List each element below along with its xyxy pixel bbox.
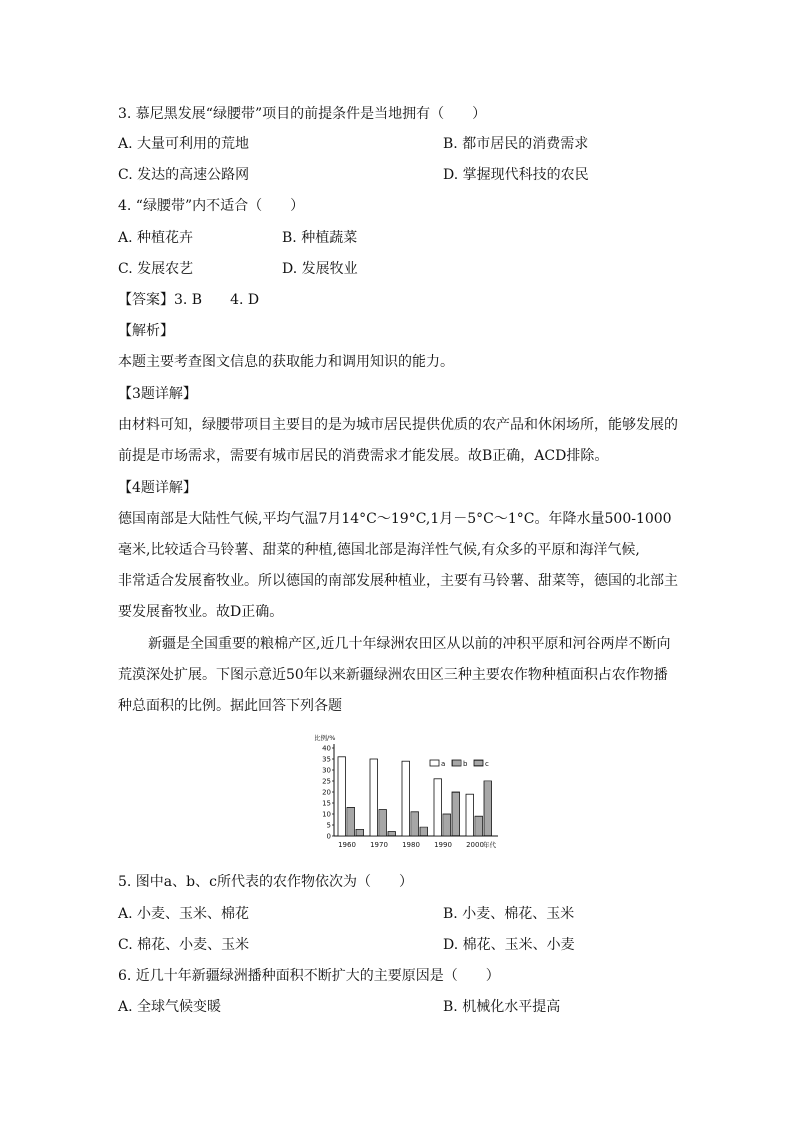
q5-option-d: D. 棉花、玉米、小麦 <box>443 937 575 953</box>
q4-option-b: B. 种植蔬菜 <box>282 230 358 246</box>
bar-a-1980 <box>402 761 410 836</box>
y-tick-label: 25 <box>322 777 331 786</box>
x-tick-label: 1990 <box>434 841 452 849</box>
intro-line2: 荒漠深处扩展。下图示意近50年以来新疆绿洲农田区三种主要农作物种植面积占农作物播 <box>118 667 668 683</box>
y-tick-label: 5 <box>326 821 331 830</box>
q6-stem: 6. 近几十年新疆绿洲播种面积不断扩大的主要原因是（ ） <box>118 968 500 984</box>
detail-4-line2: 毫米,比较适合马铃薯、甜菜的种植,德国北部是海洋性气候,有众多的平原和海洋气候, <box>118 542 640 558</box>
bar-c-1970 <box>388 832 396 836</box>
q3-option-a: A. 大量可利用的荒地 <box>118 136 250 152</box>
q4-option-d: D. 发展牧业 <box>282 261 358 277</box>
bar-a-1990 <box>434 779 442 836</box>
detail-3-line2: 前提是市场需求，需要有城市居民的消费需求才能发展。故B正确，ACD排除。 <box>118 448 609 464</box>
x-axis-label: 年代 <box>483 841 496 849</box>
q6-option-b: B. 机械化水平提高 <box>443 999 561 1015</box>
q3-option-d: D. 掌握现代科技的农民 <box>443 167 589 183</box>
bar-b-1970 <box>379 810 387 836</box>
bar-c-1960 <box>356 829 364 836</box>
y-tick-label: 30 <box>322 766 331 775</box>
analysis-title: 【解析】 <box>118 323 174 339</box>
detail-4-line3: 非常适合发展畜牧业。所以德国的南部发展种植业，主要有马铃薯、甜菜等，德国的北部主 <box>118 573 678 589</box>
analysis-intro: 本题主要考查图文信息的获取能力和调用知识的能力。 <box>118 354 454 370</box>
bar-a-1960 <box>338 757 346 836</box>
detail-4-title: 【4题详解】 <box>118 480 197 496</box>
y-tick-label: 40 <box>322 744 331 753</box>
intro-line3: 种总面积的比例。据此回答下列各题 <box>118 698 342 714</box>
x-tick-label: 1980 <box>402 841 420 849</box>
legend-swatch-c <box>474 760 483 766</box>
q3-option-b: B. 都市居民的消费需求 <box>443 136 589 152</box>
crop-ratio-chart <box>312 730 502 855</box>
x-tick-label: 2000 <box>466 841 484 849</box>
bar-c-1980 <box>420 827 428 836</box>
legend-label-b: b <box>463 760 468 768</box>
detail-3-line1: 由材料可知，绿腰带项目主要目的是为城市居民提供优质的农产品和休闲场所，能够发展的 <box>118 417 678 433</box>
bar-a-1970 <box>370 759 378 836</box>
legend-label-c: c <box>485 760 489 768</box>
q5-stem: 5. 图中a、b、c所代表的农作物依次为（ ） <box>118 874 413 890</box>
y-tick-label: 10 <box>322 810 331 819</box>
q3-option-c: C. 发达的高速公路网 <box>118 167 250 183</box>
q4-option-c: C. 发展农艺 <box>118 261 194 277</box>
bar-b-1980 <box>411 812 419 836</box>
q5-option-c: C. 棉花、小麦、玉米 <box>118 937 250 953</box>
y-axis-label: 比例/% <box>314 734 336 742</box>
intro-line1: 新疆是全国重要的粮棉产区,近几十年绿洲农田区从以前的冲积平原和河谷两岸不断向 <box>148 636 671 652</box>
y-tick-label: 15 <box>322 799 331 808</box>
bar-b-1990 <box>443 814 451 836</box>
bar-c-2000 <box>484 781 492 836</box>
q5-option-b: B. 小麦、棉花、玉米 <box>443 906 575 922</box>
crop-ratio-chart-svg <box>312 730 502 855</box>
legend-swatch-a <box>430 760 439 766</box>
q4-stem: 4. “绿腰带”内不适合（ ） <box>118 198 305 214</box>
bar-a-2000 <box>466 794 474 836</box>
legend-label-a: a <box>441 760 446 768</box>
answer: 【答案】3. B 4. D <box>118 292 260 308</box>
x-tick-label: 1960 <box>338 841 356 849</box>
detail-4-line1: 德国南部是大陆性气候,平均气温7月14°C～19°C,1月－5°C～1°C。年降水量500-1000 <box>118 511 672 527</box>
q3-stem: 3. 慕尼黑发展“绿腰带”项目的前提条件是当地拥有（ ） <box>118 106 487 122</box>
detail-4-line4: 要发展畜牧业。故D正确。 <box>118 604 284 620</box>
bar-b-2000 <box>475 816 483 836</box>
bar-b-1960 <box>347 807 355 836</box>
y-tick-label: 0 <box>326 832 331 841</box>
bar-c-1990 <box>452 792 460 836</box>
legend-swatch-b <box>452 760 461 766</box>
y-tick-label: 20 <box>322 788 331 797</box>
y-tick-label: 35 <box>322 755 331 764</box>
q5-option-a: A. 小麦、玉米、棉花 <box>118 906 250 922</box>
detail-3-title: 【3题详解】 <box>118 386 197 402</box>
q4-option-a: A. 种植花卉 <box>118 230 194 246</box>
q6-option-a: A. 全球气候变暖 <box>118 999 222 1015</box>
x-tick-label: 1970 <box>370 841 388 849</box>
